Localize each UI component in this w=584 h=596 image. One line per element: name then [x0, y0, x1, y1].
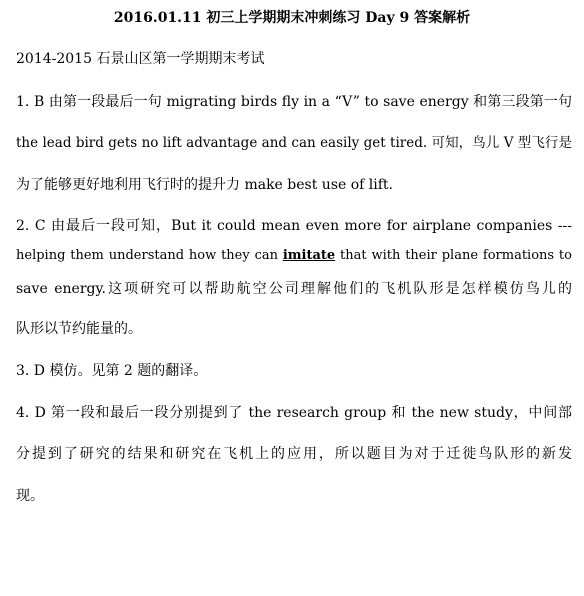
answer-4-line-3: 现。 [16, 488, 44, 504]
answer-4-line-1: 4. D 第一段和最后一段分别提到了 the research group 和 the new study，中间部 [16, 405, 572, 421]
exam-source: 2014-2015 石景山区第一学期期末考试 [16, 51, 265, 67]
page-title: 2016.01.11 初三上学期期末冲刺练习 Day 9 答案解析 [113, 10, 471, 26]
answer-1-line-1: 1. B 由第一段最后一句 migrating birds fly in a “V” to save energy 和第三段第一句 [16, 94, 572, 110]
answer-2-line-2 [16, 246, 572, 266]
underlined-word-imitate: imitate [282, 248, 336, 263]
answer-2-line-2-after: that with their plane formations to [335, 248, 572, 263]
answer-1-line-2: the lead bird gets no lift advantage and can easily get tired. 可知，鸟儿 V 型飞行是 [16, 135, 572, 151]
answer-2-line-3: save energy.这项研究可以帮助航空公司理解他们的飞机队形是怎样模仿鸟儿的 [16, 281, 572, 297]
answer-2-line-2-before: helping them understand how they can [16, 248, 283, 263]
answer-2-line-1: 2. C 由最后一段可知，But it could mean even more for airplane companies --- [16, 218, 572, 234]
answer-1-line-3: 为了能够更好地利用飞行时的提升力 make best use of lift. [16, 177, 394, 193]
answer-2-line-4: 队形以节约能量的。 [16, 321, 142, 337]
answer-3-line-1: 3. D 模仿。见第 2 题的翻译。 [16, 363, 208, 379]
answer-4-line-2: 分提到了研究的结果和研究在飞机上的应用，所以题目为对于迁徙鸟队形的新发 [16, 446, 572, 462]
